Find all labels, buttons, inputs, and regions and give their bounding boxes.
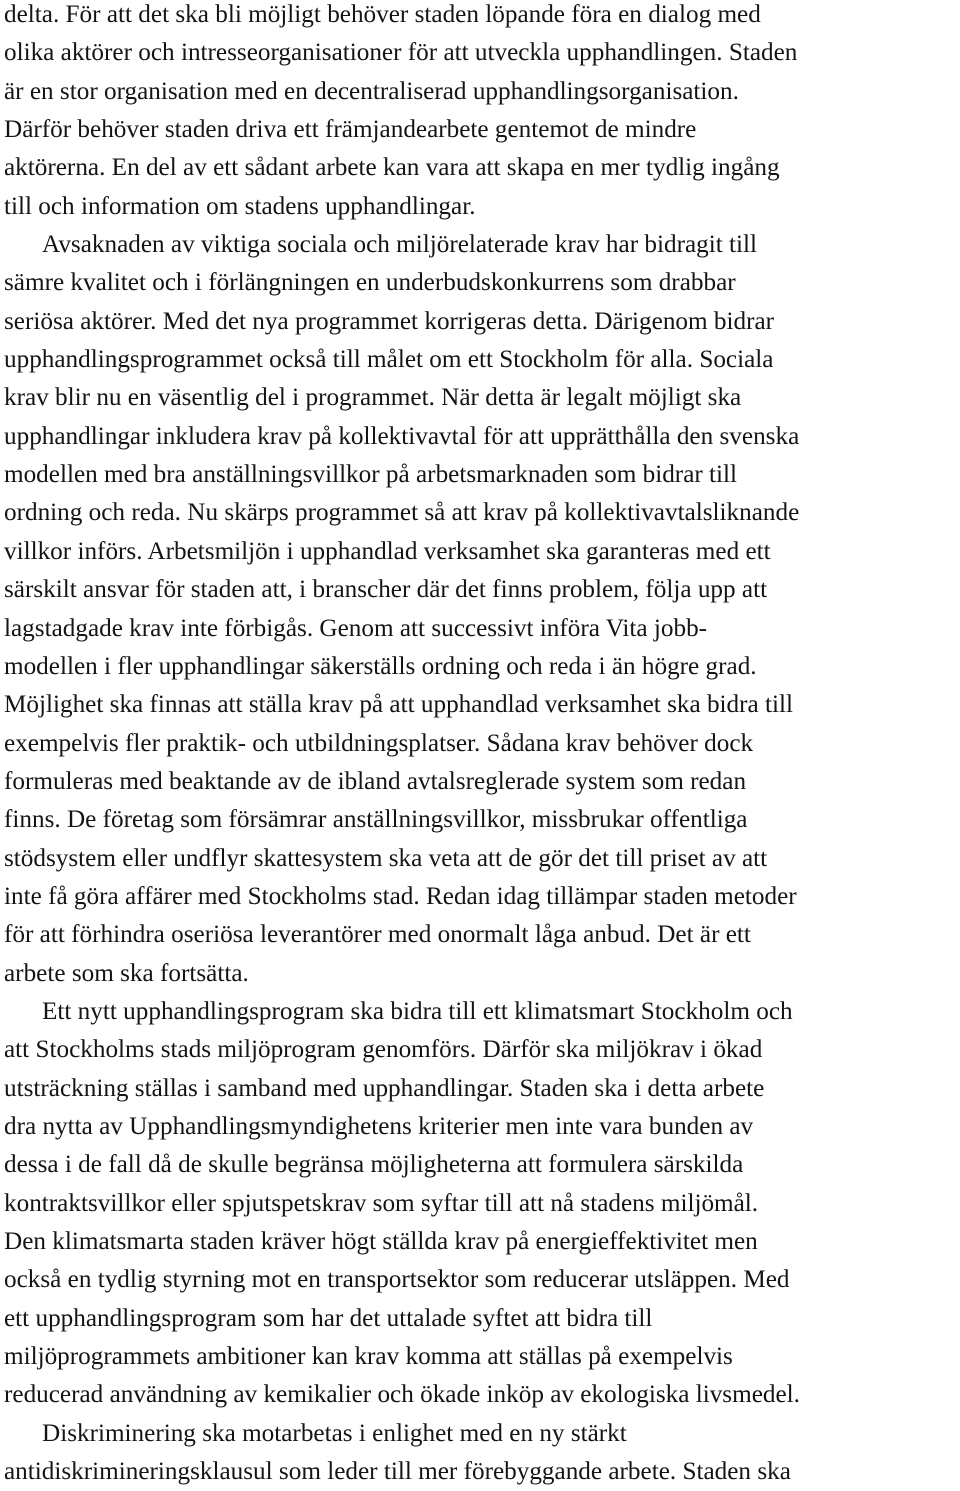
text-line: Diskriminering ska motarbetas i enlighet med en ny stärkt: [42, 1419, 627, 1447]
text-line: villkor införs. Arbetsmiljön i upphandlad verksamhet ska garanteras med ett: [4, 537, 771, 565]
text-line: formuleras med beaktande av de ibland avtalsreglerade system som redan: [4, 767, 747, 795]
text-line: inte få göra affärer med Stockholms stad. Redan idag tillämpar staden metoder: [4, 882, 797, 910]
text-line: ett upphandlingsprogram som har det uttalade syftet att bidra till: [4, 1304, 653, 1332]
text-line: upphandlingsprogrammet också till målet om ett Stockholm för alla. Sociala: [4, 346, 774, 374]
text-line: antidiskrimineringsklausul som leder till mer förebyggande arbete. Staden ska: [4, 1458, 791, 1486]
text-line: lagstadgade krav inte förbigås. Genom att successivt införa Vita jobb-: [4, 614, 708, 642]
text-line: kontraktsvillkor eller spjutspetskrav som syftar till att nå stadens miljömål.: [4, 1189, 759, 1217]
text-line: utsträckning ställas i samband med upphandlingar. Staden ska i detta arbete: [4, 1074, 765, 1102]
text-line: är en stor organisation med en decentraliserad upphandlingsorganisation.: [4, 77, 739, 105]
text-line: dessa i de fall då de skulle begränsa möjligheterna att formulera särskilda: [4, 1151, 744, 1179]
text-line: Den klimatsmarta staden kräver högt ställda krav på energieffektivitet men: [4, 1228, 758, 1255]
text-line: dra nytta av Upphandlingsmyndighetens kriterier men inte vara bunden av: [4, 1112, 754, 1140]
text-line: till och information om stadens upphandlingar.: [4, 192, 476, 220]
text-line: upphandlingar inkludera krav på kollektivavtal för att upprätthålla den svenska: [4, 422, 800, 450]
document-page: [4, 0, 954, 1491]
text-line: krav blir nu en väsentlig del i programmet. När detta är legalt möjligt ska: [4, 384, 742, 412]
text-line: modellen med bra anställningsvillkor på arbetsmarknaden som bidrar till: [4, 461, 738, 489]
text-line: sämre kvalitet och i förlängningen en underbudskonkurrens som drabbar: [4, 269, 736, 297]
text-line: exempelvis fler praktik- och utbildningsplatser. Sådana krav behöver dock: [4, 729, 754, 757]
text-line: delta. För att det ska bli möjligt behöver staden löpande föra en dialog med: [4, 1, 761, 28]
text-line: stödsystem eller undflyr skattesystem ska veta att de gör det till priset av att: [4, 844, 768, 872]
text-line: Möjlighet ska finnas att ställa krav på att upphandlad verksamhet ska bidra till: [4, 691, 794, 719]
text-line: Ett nytt upphandlingsprogram ska bidra till ett klimatsmart Stockholm och: [42, 997, 793, 1025]
text-line: Därför behöver staden driva ett främjandearbete gentemot de mindre: [4, 116, 697, 144]
text-line: särskilt ansvar för staden att, i branscher där det finns problem, följa upp att: [4, 576, 768, 604]
text-line: för att förhindra oseriösa leverantörer med onormalt låga anbud. Det är ett: [4, 921, 751, 949]
paragraph-2: [4, 226, 954, 993]
text-line: modellen i fler upphandlingar säkerställs ordning och reda i än högre grad.: [4, 652, 757, 680]
text-line: miljöprogrammets ambitioner kan krav komma att ställas på exempelvis: [4, 1343, 733, 1371]
text-line: arbete som ska fortsätta.: [4, 959, 249, 987]
text-line: att Stockholms stads miljöprogram genomförs. Därför ska miljökrav i ökad: [4, 1036, 763, 1064]
text-line: aktörerna. En del av ett sådant arbete kan vara att skapa en mer tydlig ingång: [4, 154, 780, 182]
paragraph-4: [4, 1415, 954, 1491]
paragraph-3: [4, 993, 954, 1415]
text-line: reducerad användning av kemikalier och ökade inköp av ekologiska livsmedel.: [4, 1381, 800, 1409]
text-line: finns. De företag som försämrar anställningsvillkor, missbrukar offentliga: [4, 806, 748, 834]
paragraph-1: [4, 0, 954, 226]
text-line: olika aktörer och intresseorganisationer för att utveckla upphandlingen. Staden: [4, 39, 798, 67]
text-line: också en tydlig styrning mot en transportsektor som reducerar utsläppen. Med: [4, 1266, 790, 1294]
text-line: seriösa aktörer. Med det nya programmet korrigeras detta. Därigenom bidrar: [4, 307, 775, 335]
text-line: Avsaknaden av viktiga sociala och miljörelaterade krav har bidragit till: [42, 231, 758, 259]
text-line: ordning och reda. Nu skärps programmet så att krav på kollektivavtalsliknande: [4, 499, 800, 527]
